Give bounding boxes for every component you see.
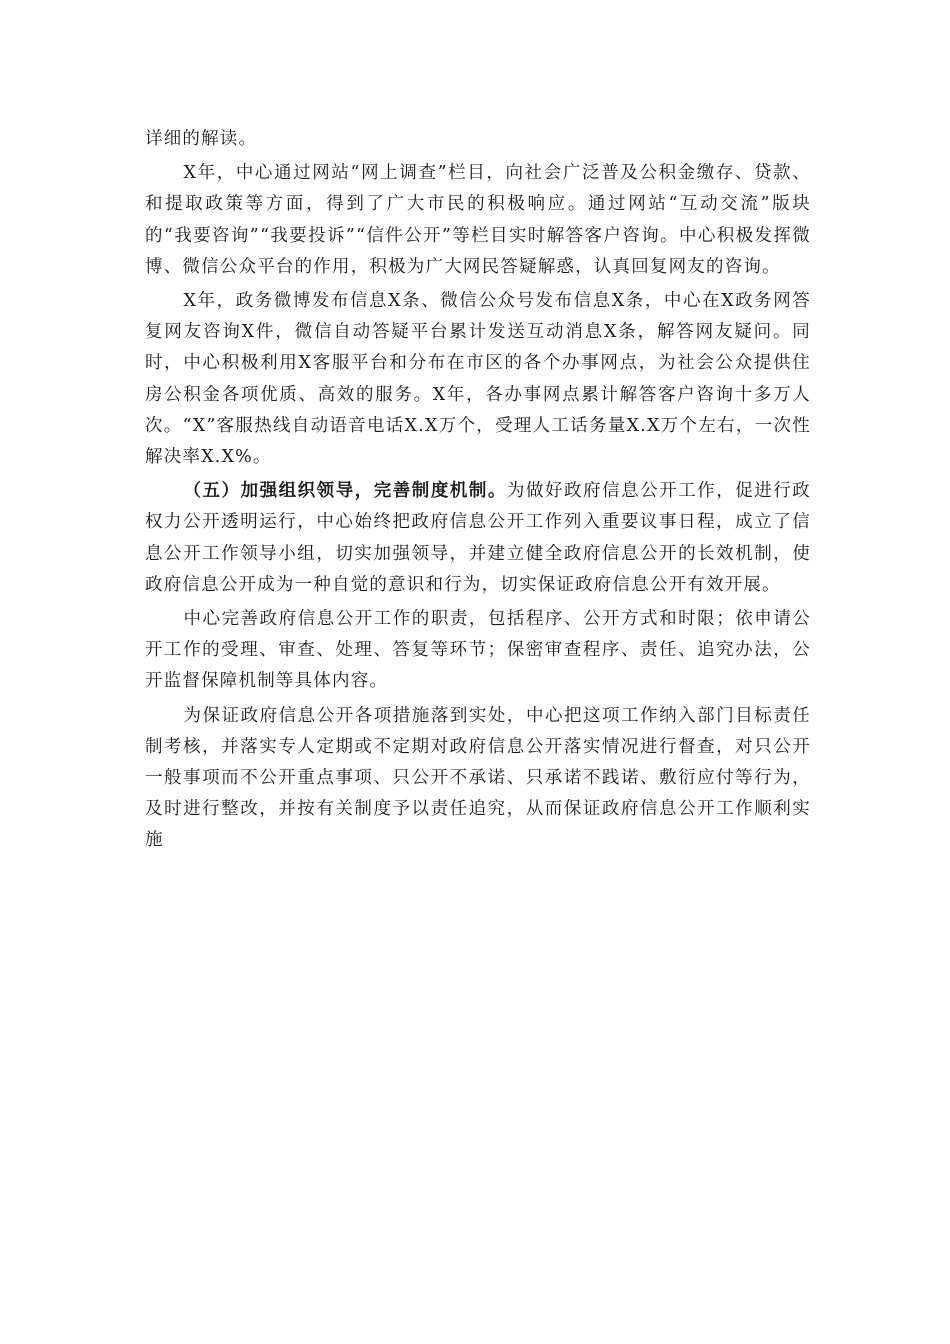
- paragraph-text: X年，政务微博发布信息X条、微信公众号发布信息X条，中心在X政务网答复网友咨询X件，微信自动答疑平台累计发送互动消息X条，解答网友疑问。同时，中心积极利用X客服平台和分布在市区的各个办事网点，为社会公众提供住房公积金各项优质、高效的服务。X年，各办事网点累计解答客户咨询十多万人次。“X”客服热线自动语音电话X.X万个，受理人工话务量X.X万个左右，一次性解决率X.X%。: [145, 291, 811, 468]
- paragraph-responsibilities: [145, 604, 811, 698]
- paragraph-implementation: [145, 701, 811, 857]
- paragraph-continuation: [145, 124, 811, 155]
- paragraph-text: 为保证政府信息公开各项措施落到实处，中心把这项工作纳入部门目标责任制考核，并落实专人定期或不定期对政府信息公开落实情况进行督查，对只公开一般事项而不公开重点事项、只公开不承诺、只承诺不践诺、敷衍应付等行为，及时进行整改，并按有关制度予以责任追究，从而保证政府信息公开工作顺利实施: [145, 705, 811, 851]
- paragraph-organization-leadership: [145, 476, 811, 601]
- section-heading: （五）加强组织领导，完善制度机制。: [183, 481, 507, 502]
- paragraph-text: X年，中心通过网站“网上调查”栏目，向社会广泛普及公积金缴存、贷款、和提取政策等方面，得到了广大市民的积极响应。通过网站“互动交流”版块的“我要咨询”“我要投诉”“信件公开”等栏目实时解答客户咨询。中心积极发挥微博、微信公众平台的作用，积极为广大网民答疑解惑，认真回复网友的咨询。: [145, 163, 811, 277]
- paragraph-website-survey: [145, 158, 811, 283]
- paragraph-text: 中心完善政府信息公开工作的职责，包括程序、公开方式和时限；依申请公开工作的受理、审查、处理、答复等环节；保密审查程序、责任、追究办法，公开监督保障机制等具体内容。: [145, 609, 811, 692]
- paragraph-text: 详细的解读。: [145, 129, 258, 149]
- document-body: [145, 124, 811, 860]
- paragraph-weibo-statistics: [145, 286, 811, 473]
- paragraph-text: 为做好政府信息公开工作，促进行政权力公开透明运行，中心始终把政府信息公开工作列入重要议事日程，成立了信息公开工作领导小组，切实加强领导，并建立健全政府信息公开的长效机制，使政府信息公开成为一种自觉的意识和行为，切实保证政府信息公开有效开展。: [145, 481, 811, 595]
